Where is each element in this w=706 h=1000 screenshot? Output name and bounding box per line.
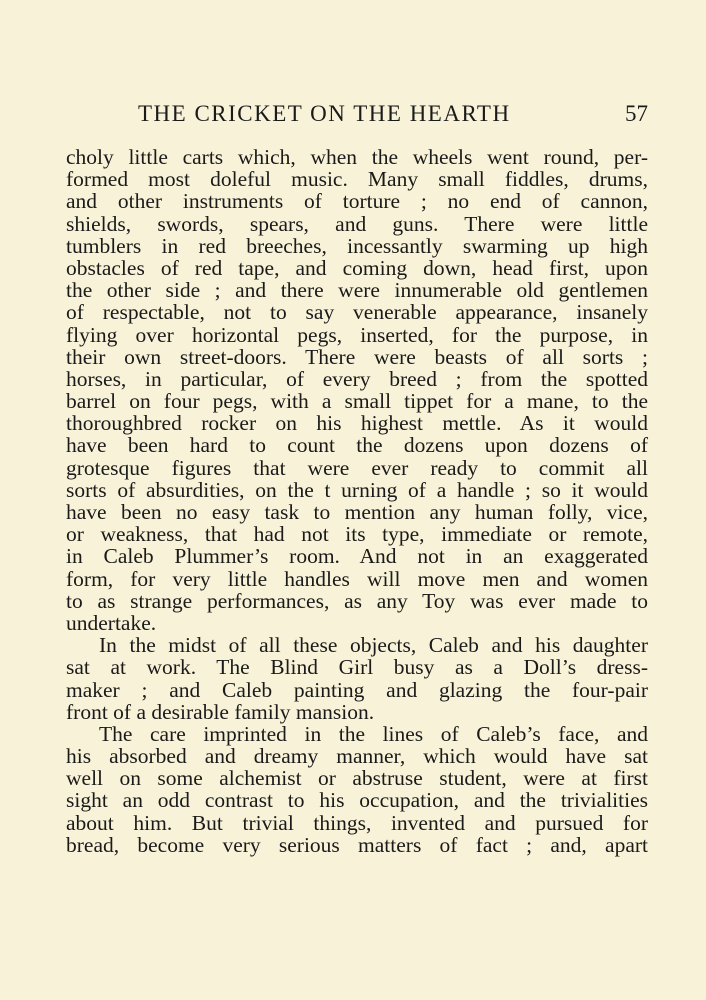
text-line: thoroughbred rocker on his highest mettle. As it would xyxy=(66,411,648,436)
text-line: his absorbed and dreamy manner, which would have sat xyxy=(66,744,648,769)
text-line: sight an odd contrast to his occupation, and the trivialities xyxy=(66,788,648,813)
text-line: or weakness, that had not its type, immediate or remote, xyxy=(66,522,648,547)
text-line: horses, in particular, of every breed ; from the spotted xyxy=(66,366,648,391)
paragraph-last-line: front of a desirable family mansion. xyxy=(66,699,375,724)
text-line: formed most doleful music. Many small fiddles, drums, xyxy=(66,167,648,192)
text-line: maker ; and Caleb painting and glazing the four-pair xyxy=(66,677,648,702)
paragraph-last-line: undertake. xyxy=(66,610,157,635)
text-line: to as strange performances, as any Toy was ever made to xyxy=(66,588,648,613)
text-line: sorts of absurdities, on the t urning of a handle ; so it would xyxy=(66,477,648,502)
paragraph-first-line: The care imprinted in the lines of Caleb’s face, and xyxy=(99,721,648,746)
text-line: flying over horizontal pegs, inserted, for the purpose, in xyxy=(66,322,648,347)
text-line: barrel on four pegs, with a small tippet for a mane, to the xyxy=(66,389,648,414)
text-line: and other instruments of torture ; no end of cannon, xyxy=(66,189,648,214)
text-line: the other side ; and there were innumerable old gentlemen xyxy=(66,278,648,303)
running-title: THE CRICKET ON THE HEARTH xyxy=(138,101,511,126)
text-line: have been hard to count the dozens upon dozens of xyxy=(66,433,648,458)
text-line: tumblers in red breeches, incessantly swarming up high xyxy=(66,233,648,258)
paragraph-first-line: In the midst of all these objects, Caleb and his daughter xyxy=(99,633,648,658)
text-line: bread, become very serious matters of fact ; and, apart xyxy=(66,832,648,857)
text-line: in Caleb Plummer’s room. And not in an exaggerated xyxy=(66,544,648,569)
running-head xyxy=(66,98,648,130)
text-line: about him. But trivial things, invented and pursued for xyxy=(66,810,648,835)
text-line: choly little carts which, when the wheels went round, per- xyxy=(66,145,648,169)
text-line: of respectable, not to say venerable appearance, insanely xyxy=(66,300,648,325)
body-text xyxy=(66,146,648,856)
text-line: have been no easy task to mention any human folly, vice, xyxy=(66,500,648,524)
text-line: grotesque figures that were ever ready to commit all xyxy=(66,455,648,480)
text-line: shields, swords, spears, and guns. There were little xyxy=(66,211,648,236)
text-line: form, for very little handles will move men and women xyxy=(66,566,648,591)
text-line: sat at work. The Blind Girl busy as a Doll’s dress- xyxy=(66,655,648,680)
text-line: their own street-doors. There were beasts of all sorts ; xyxy=(66,344,648,369)
page-number: 57 xyxy=(625,101,648,126)
text-line: well on some alchemist or abstruse student, were at first xyxy=(66,766,648,791)
text-line: obstacles of red tape, and coming down, head first, upon xyxy=(66,255,648,280)
